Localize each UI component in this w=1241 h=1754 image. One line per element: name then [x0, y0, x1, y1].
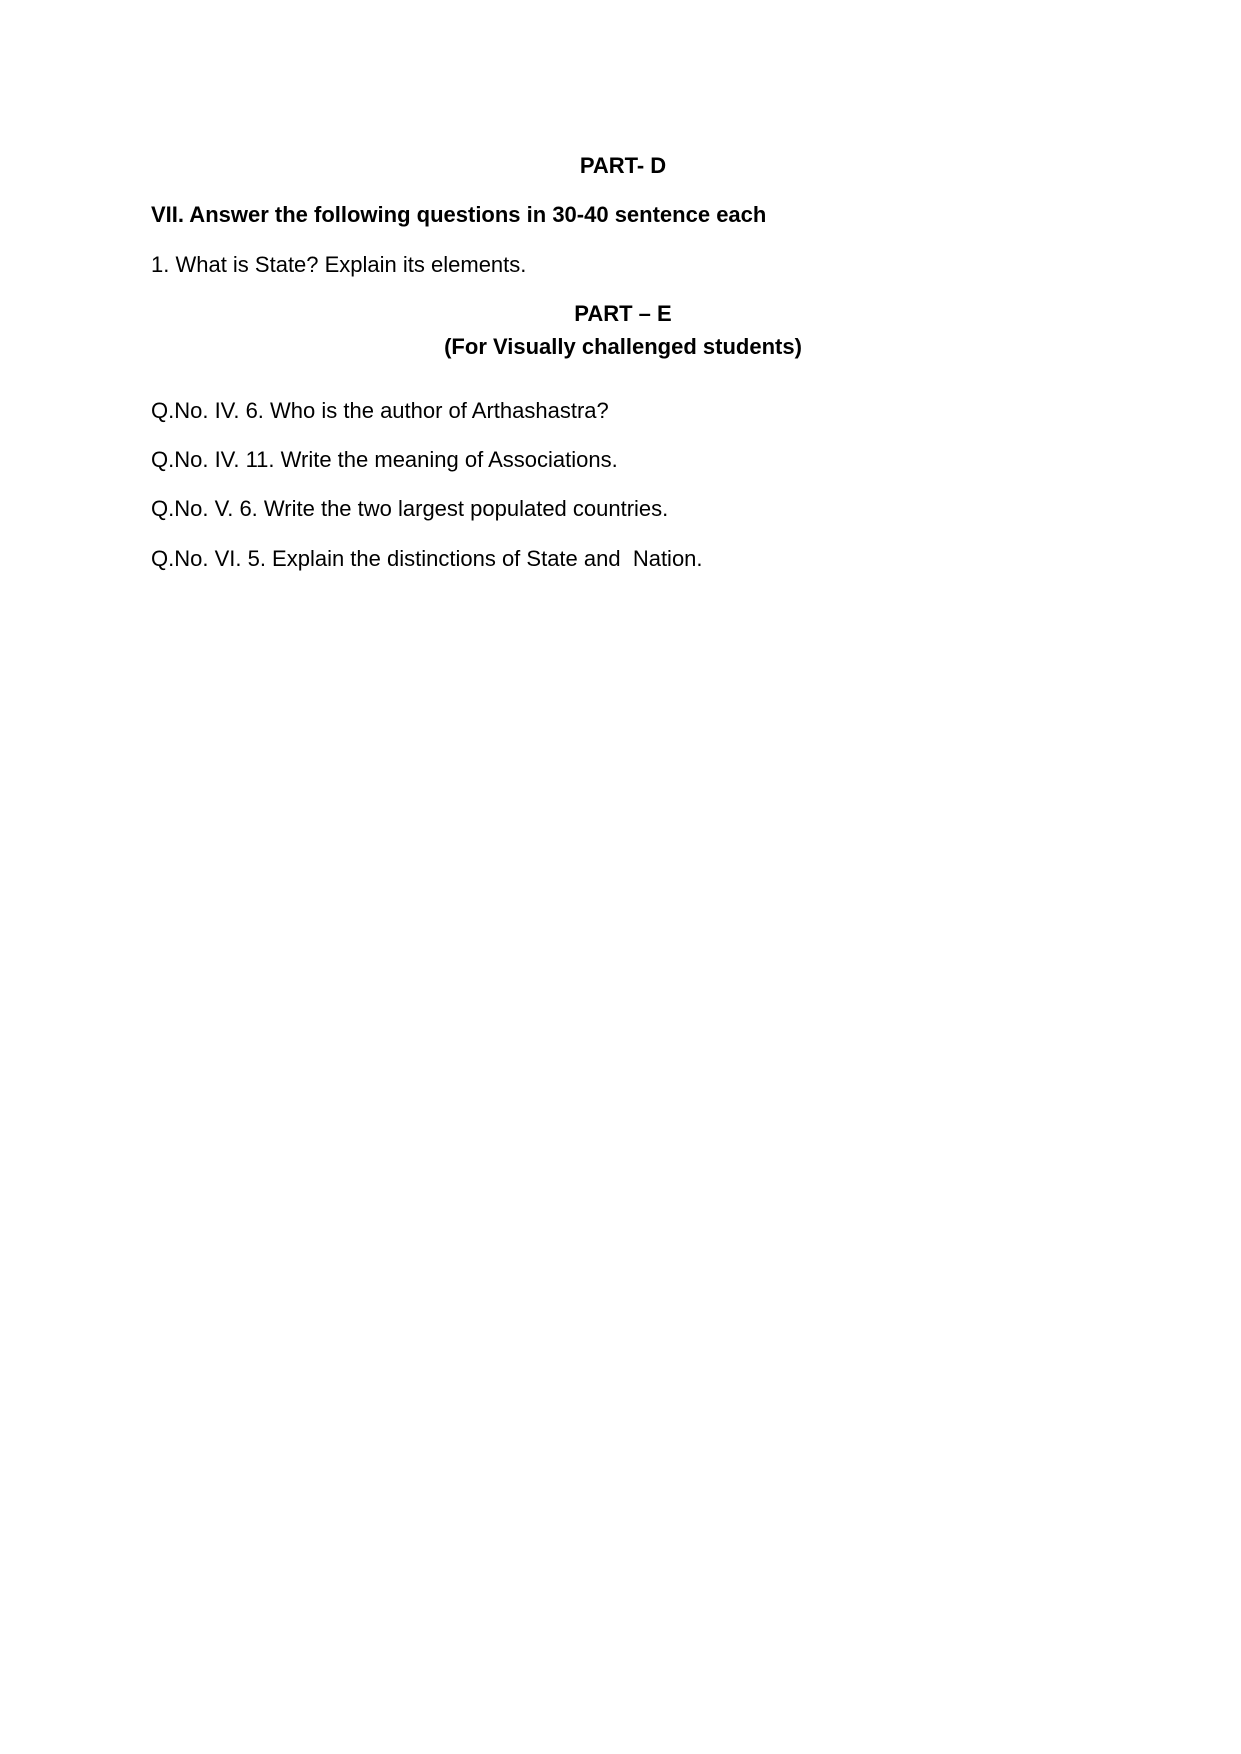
part-d-heading: PART- D [579, 153, 667, 178]
part-e-subheading: (For Visually challenged students) [444, 334, 802, 359]
part-e-question-4: Q.No. VI. 5. Explain the distinctions of State and Nation. [151, 546, 703, 571]
part-e-question-1: Q.No. IV. 6. Who is the author of Arthashastra? [151, 398, 609, 423]
part-e-question-2: Q.No. IV. 11. Write the meaning of Associations. [151, 447, 618, 472]
part-e-heading: PART – E [574, 301, 672, 326]
part-d-section-title: VII. Answer the following questions in 30-40 sentence each [151, 202, 767, 227]
part-d-question-1: 1. What is State? Explain its elements. [151, 252, 527, 277]
part-e-question-3: Q.No. V. 6. Write the two largest populated countries. [151, 496, 669, 521]
